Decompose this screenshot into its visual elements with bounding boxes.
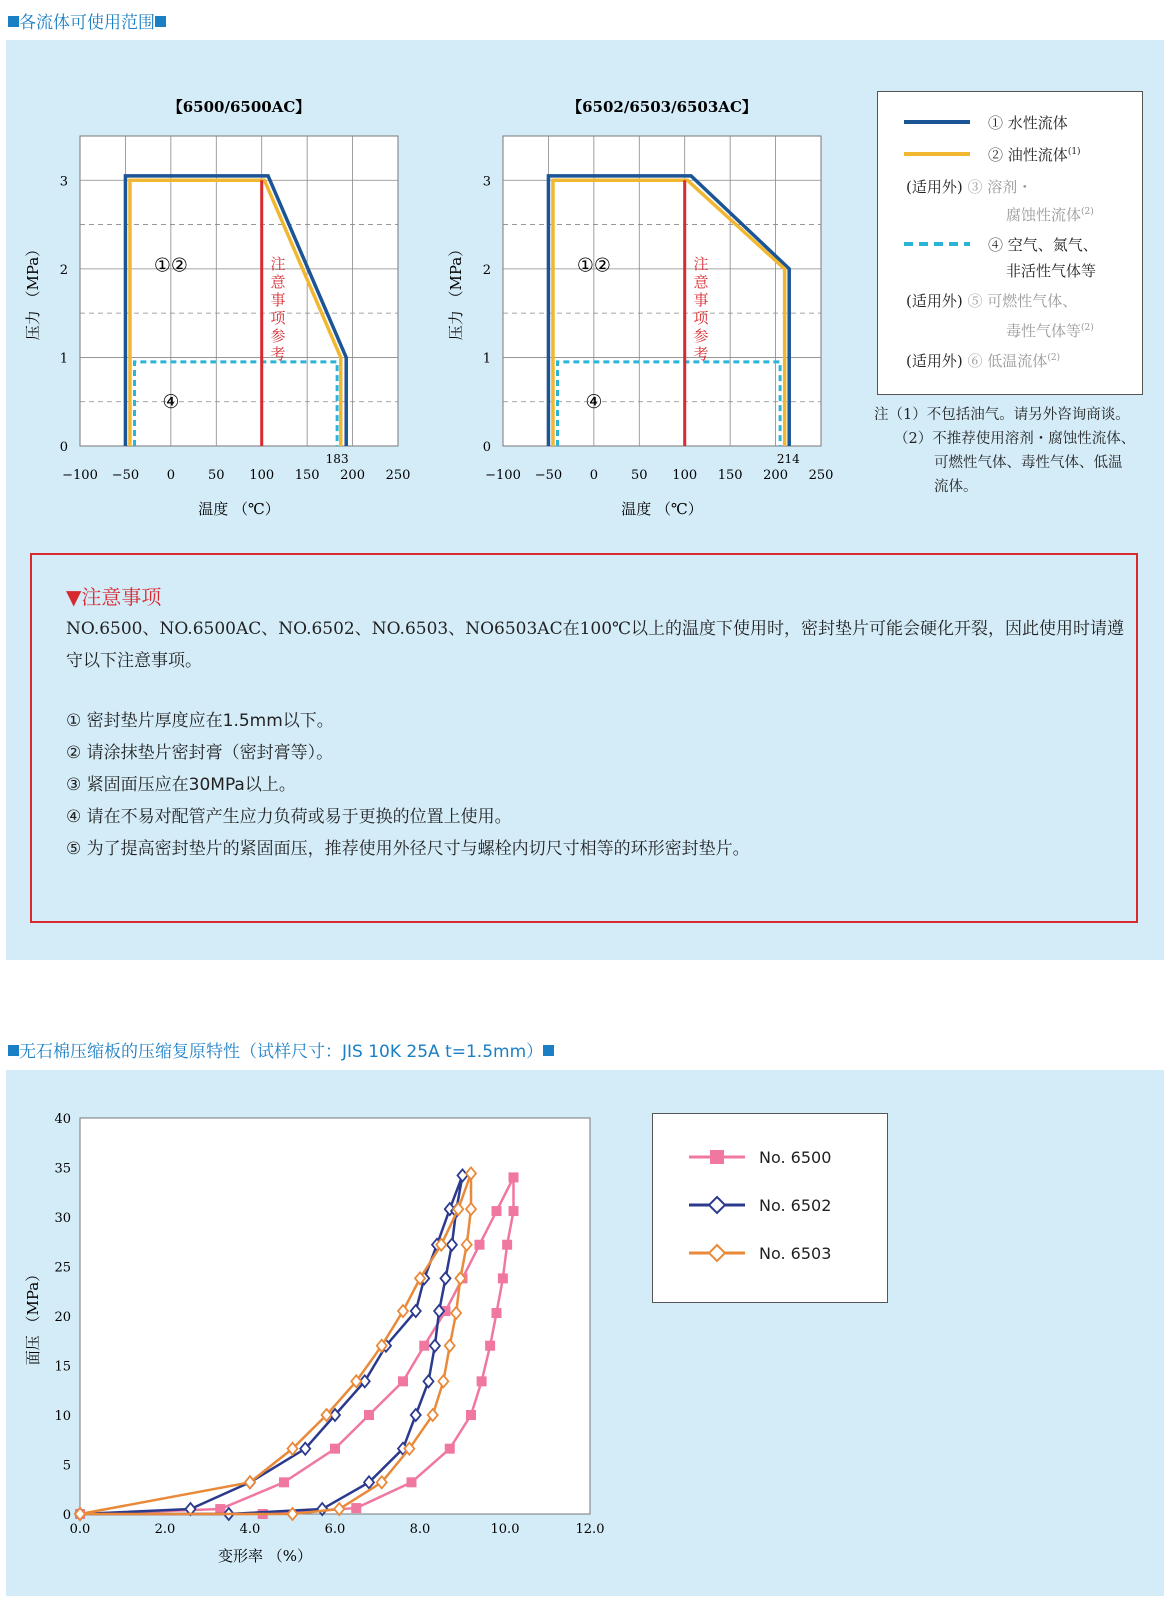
section2-title <box>8 1037 554 1062</box>
x-tick-label: 150 <box>294 468 320 483</box>
plot-area <box>80 136 398 446</box>
y-tick-label: 0 <box>62 1508 71 1523</box>
chart-title: 【6500/6500AC】 <box>167 98 311 116</box>
legend-marker-diamond-icon <box>689 1192 745 1218</box>
data-point-6500 <box>445 1444 455 1454</box>
legend-label: 毒性气体等 <box>1006 322 1082 340</box>
legend-item-flammable-line2 <box>1006 320 1094 341</box>
chart-title: 【6502/6503/6503AC】 <box>567 98 757 116</box>
legend-num: ① <box>988 114 1004 132</box>
x-tick-label: 12.0 <box>575 1522 605 1537</box>
data-point-6500 <box>351 1503 361 1513</box>
section2-title-text: 无石棉压缩板的压缩复原特性（试样尺寸：JIS 10K 25A t=1.5mm） <box>19 1042 544 1062</box>
caution-vertical-label: 注意事项参考 <box>270 254 286 363</box>
caution-item: ② 请涂抹垫片密封膏（密封膏等）。 <box>66 743 334 763</box>
legend-label: 溶剂・ <box>987 178 1033 196</box>
caution-intro: NO.6500、NO.6500AC、NO.6502、NO.6503、NO6503AC在100℃以上的温度下使用时，密封垫片可能会硬化开裂，因此使用时请遵守以下注意事项。 <box>66 619 1125 671</box>
legend-label: 腐蚀性流体 <box>1006 206 1082 224</box>
y-tick-label: 10 <box>54 1409 71 1424</box>
square-icon <box>8 1045 19 1056</box>
legend-item-solvent-line2 <box>1006 204 1094 225</box>
data-point-6500 <box>498 1273 508 1283</box>
legend-item-cryogenic <box>906 350 1060 371</box>
fluid-notes <box>874 403 1135 499</box>
legend-label: 可燃性气体、 <box>987 292 1078 310</box>
caution-title: ▼注意事项 <box>66 585 162 609</box>
caution-item: ① 密封垫片厚度应在1.5mm以下。 <box>66 711 334 731</box>
y-tick-label: 0 <box>59 440 68 455</box>
y-axis-label: 面压 （MPa） <box>24 1266 42 1366</box>
note-line: 可燃性气体、毒性气体、低温 <box>934 455 1123 471</box>
region-label-main: ①② <box>153 254 188 277</box>
x-tick-label: 100 <box>672 468 698 483</box>
square-icon <box>543 1045 554 1056</box>
x-tick-label: 0 <box>589 468 598 483</box>
caution-box <box>30 553 1138 923</box>
y-tick-label: 15 <box>54 1359 71 1375</box>
plot-area <box>503 136 821 446</box>
legend-label: 低温流体 <box>987 352 1048 370</box>
legend-label: 非活性气体等 <box>1006 262 1097 280</box>
data-point-6500 <box>475 1240 485 1250</box>
data-point-6500 <box>492 1206 502 1216</box>
legend-item-6502 <box>653 1190 889 1220</box>
legend-num: ⑥ <box>967 352 983 370</box>
caution-item: ③ 紧固面压应在30MPa以上。 <box>66 775 296 795</box>
note-line: 流体。 <box>934 479 978 495</box>
legend-label: No. 6500 <box>759 1148 832 1167</box>
x-tick-label: 2.0 <box>154 1522 176 1537</box>
legend-prefix: (适用外) <box>906 292 963 310</box>
legend-label: 油性流体 <box>1007 146 1068 164</box>
legend-num: ⑤ <box>967 292 983 310</box>
legend-item-6500 <box>653 1142 889 1172</box>
y-tick-label: 2 <box>59 262 68 278</box>
note-line: （2）不推荐使用溶剂・腐蚀性流体、 <box>894 431 1136 447</box>
legend-sup: (2) <box>1081 207 1094 217</box>
y-tick-label: 1 <box>59 351 68 367</box>
x-tick-label: 50 <box>208 468 225 483</box>
square-icon <box>8 16 19 27</box>
legend-item-6503 <box>653 1238 889 1268</box>
x-tick-label: 0 <box>166 468 175 483</box>
region-label-main: ①② <box>576 254 611 277</box>
square-icon <box>155 16 166 27</box>
fluid-legend <box>877 91 1143 395</box>
x-tick-label: 10.0 <box>490 1522 520 1537</box>
data-point-6500 <box>398 1376 408 1386</box>
x-tick-label: 250 <box>385 468 411 483</box>
legend-prefix: (适用外) <box>906 352 963 370</box>
data-point-6500 <box>509 1172 519 1182</box>
x-tick-label: 4.0 <box>239 1522 261 1537</box>
x-tick-label: 0.0 <box>69 1522 91 1537</box>
data-point-6500 <box>407 1477 417 1487</box>
legend-marker-square-icon <box>689 1144 745 1170</box>
compression-recovery-chart <box>20 1100 630 1580</box>
legend-num: ② <box>988 146 1004 164</box>
y-tick-label: 0 <box>482 440 491 455</box>
data-point-6500 <box>330 1444 340 1454</box>
x-tick-label: 150 <box>717 468 743 483</box>
x-tick-label: −50 <box>534 468 563 483</box>
data-point-6500 <box>492 1308 502 1318</box>
caution-item: ⑤ 为了提高密封垫片的紧固面压，推荐使用外径尺寸与螺栓内切尺寸相等的环形密封垫片。 <box>66 839 750 859</box>
legend-item-gas <box>988 234 1098 255</box>
compression-legend <box>652 1113 888 1303</box>
x-tick-label: −100 <box>485 468 521 483</box>
section1-title-text: 各流体可使用范围 <box>19 13 155 33</box>
region-label-gas: ④ <box>585 390 603 413</box>
legend-prefix: (适用外) <box>906 178 963 196</box>
section1-title <box>8 8 166 33</box>
data-point-6500 <box>279 1477 289 1487</box>
x-axis-label: 变形率 （%） <box>217 1547 313 1565</box>
x-tick-label: 100 <box>249 468 275 483</box>
note-line: 注（1）不包括油气。请另外咨询商谈。 <box>874 407 1130 423</box>
temp-pressure-chart-6500 <box>20 90 420 530</box>
temp-pressure-chart-6502 <box>443 90 843 530</box>
data-point-6500 <box>364 1410 374 1420</box>
data-point-6500 <box>509 1206 519 1216</box>
data-point-6500 <box>485 1341 495 1351</box>
legend-sup: (2) <box>1047 353 1061 363</box>
x-tick-label: 250 <box>808 468 834 483</box>
y-tick-label: 3 <box>482 174 491 190</box>
legend-item-gas-line2 <box>1006 260 1096 281</box>
legend-label: No. 6502 <box>759 1196 832 1215</box>
y-tick-label: 5 <box>62 1458 71 1474</box>
legend-item-water <box>988 112 1068 133</box>
x-tick-label: 8.0 <box>409 1522 431 1537</box>
legend-sup: (1) <box>1067 147 1081 157</box>
y-tick-label: 40 <box>54 1112 71 1127</box>
y-axis-label: 压力 （MPa） <box>447 241 465 341</box>
data-point-6500 <box>419 1341 429 1351</box>
data-point-6500 <box>477 1376 487 1386</box>
y-axis-label: 压力 （MPa） <box>24 241 42 341</box>
legend-item-solvent <box>906 176 1032 197</box>
legend-label: 水性流体 <box>1007 114 1068 132</box>
y-tick-label: 3 <box>59 174 68 190</box>
region-label-gas: ④ <box>162 390 180 413</box>
max-temp-annotation: 183 <box>325 452 349 466</box>
max-temp-annotation: 214 <box>776 452 800 466</box>
x-tick-label: 6.0 <box>324 1522 346 1537</box>
legend-item-oil <box>988 144 1081 165</box>
x-axis-label: 温度 （℃） <box>198 500 280 518</box>
caution-item: ④ 请在不易对配管产生应力负荷或易于更换的位置上使用。 <box>66 807 512 827</box>
y-tick-label: 25 <box>54 1260 71 1276</box>
data-point-6500 <box>215 1504 225 1514</box>
x-tick-label: 200 <box>340 468 365 483</box>
legend-num: ④ <box>988 236 1004 254</box>
x-tick-label: −100 <box>62 468 98 483</box>
legend-marker-diamond-icon <box>689 1240 745 1266</box>
legend-item-flammable <box>906 290 1077 311</box>
legend-num: ③ <box>967 178 983 196</box>
legend-label: No. 6503 <box>759 1244 832 1263</box>
caution-list <box>66 705 750 865</box>
data-point-6500 <box>466 1410 476 1420</box>
legend-sup: (2) <box>1081 323 1094 333</box>
legend-label: 空气、氮气、 <box>1007 236 1098 254</box>
y-tick-label: 1 <box>482 351 491 367</box>
caution-vertical-label: 注意事项参考 <box>693 254 709 363</box>
x-axis-label: 温度 （℃） <box>621 500 703 518</box>
data-point-6500 <box>502 1240 512 1250</box>
x-tick-label: 50 <box>631 468 648 483</box>
x-tick-label: 200 <box>763 468 788 483</box>
y-tick-label: 35 <box>54 1161 71 1177</box>
y-tick-label: 30 <box>54 1211 71 1226</box>
x-tick-label: −50 <box>111 468 140 483</box>
y-tick-label: 2 <box>482 262 491 278</box>
y-tick-label: 20 <box>54 1310 71 1325</box>
